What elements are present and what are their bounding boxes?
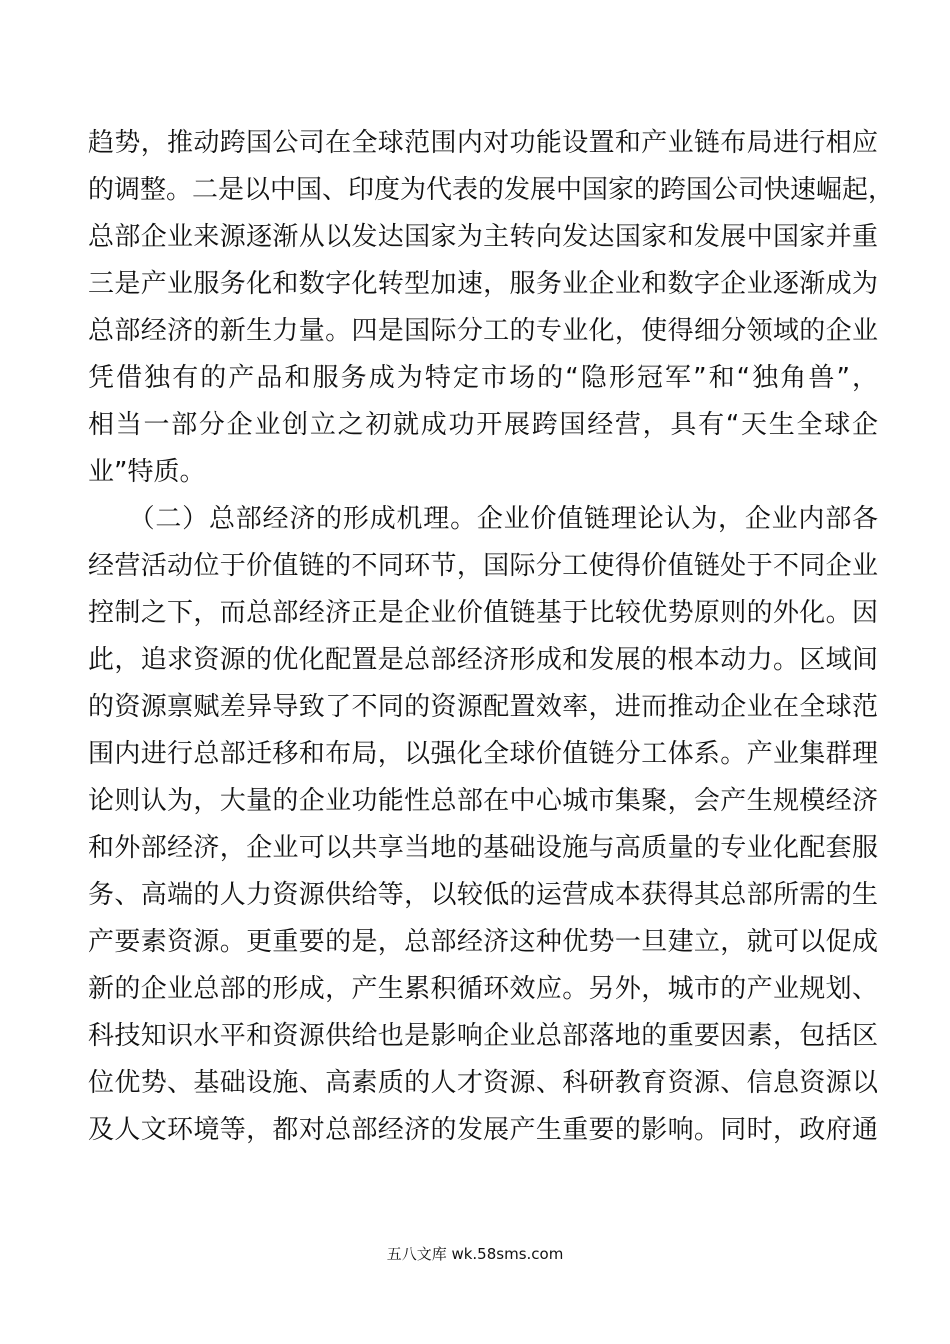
- text-line: 和外部经济，企业可以共享当地的基础设施与高质量的专业化配套服: [88, 833, 878, 863]
- text-line: 控制之下，而总部经济正是企业价值链基于比较优势原则的外化。因: [88, 598, 878, 628]
- text-line: 产要素资源。更重要的是，总部经济这种优势一旦建立，就可以促成: [88, 927, 878, 957]
- text-line: 三是产业服务化和数字化转型加速，服务业企业和数字企业逐渐成为: [88, 269, 878, 299]
- text-line: 新的企业总部的形成，产生累积循环效应。另外，城市的产业规划、: [88, 974, 878, 1004]
- text-line: 及人文环境等，都对总部经济的发展产生重要的影响。同时，政府通: [88, 1115, 878, 1145]
- text-line: 科技知识水平和资源供给也是影响企业总部落地的重要因素，包括区: [88, 1021, 878, 1051]
- body-text: [88, 120, 895, 1154]
- text-line: 务、高端的人力资源供给等，以较低的运营成本获得其总部所需的生: [88, 880, 878, 910]
- text-line: 经营活动位于价值链的不同环节，国际分工使得价值链处于不同企业: [88, 551, 878, 581]
- text-line: 位优势、基础设施、高素质的人才资源、科研教育资源、信息资源以: [88, 1068, 878, 1098]
- text-line: 的资源禀赋差异导致了不同的资源配置效率，进而推动企业在全球范: [88, 692, 878, 722]
- text-line: 业”特质。: [88, 457, 206, 487]
- text-line: 总部经济的新生力量。四是国际分工的专业化，使得细分领域的企业: [88, 316, 878, 346]
- text-line: 凭借独有的产品和服务成为特定市场的“隐形冠军”和“独角兽”，: [88, 363, 878, 393]
- text-line: 总部企业来源逐渐从以发达国家为主转向发达国家和发展中国家并重: [88, 222, 878, 252]
- text-line: 论则认为，大量的企业功能性总部在中心城市集聚，会产生规模经济: [88, 786, 878, 816]
- text-line: 的调整。二是以中国、印度为代表的发展中国家的跨国公司快速崛起，: [88, 175, 895, 205]
- text-line: 此，追求资源的优化配置是总部经济形成和发展的根本动力。区域间: [88, 645, 878, 675]
- text-line: 趋势，推动跨国公司在全球范围内对功能设置和产业链布局进行相应: [88, 128, 878, 158]
- footer-watermark: 五八文库 wk.58sms.com: [386, 1245, 564, 1263]
- text-line: （二）总部经济的形成机理。企业价值链理论认为，企业内部各: [88, 504, 878, 534]
- text-line: 相当一部分企业创立之初就成功开展跨国经营，具有“天生全球企: [88, 410, 878, 440]
- text-line: 围内进行总部迁移和布局，以强化全球价值链分工体系。产业集群理: [88, 739, 878, 769]
